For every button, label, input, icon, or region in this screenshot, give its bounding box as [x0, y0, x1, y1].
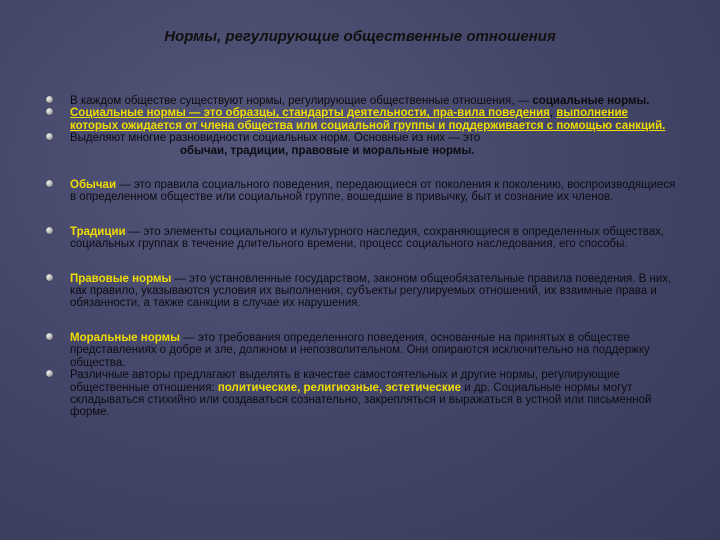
traditions-text: — это элементы социального и культурного наследия, сохраняющиеся в определенных обществах, социальных группах в течение длительного времени, процесс социального наследования, его способы. — [70, 225, 665, 251]
intro-text: В каждом обществе существуют нормы, регулирующие общественные отношения, — — [70, 95, 533, 107]
bullet-icon — [46, 370, 53, 377]
legal-text: — это установленные государством, законом общеобязательные правила поведения. В них, как правило, указываются условия их выполнения, субъекты регулируемых отношений, их взаимные права и обязанности, а также санкции в случае их нарушения. — [70, 272, 672, 310]
bullet-icon — [46, 180, 53, 187]
definition-underlined-2: выполнение которых ожидается от члена общества или социальной группы и поддерживается с помощью санкций. — [70, 107, 666, 132]
bullet-intro — [46, 95, 678, 107]
customs-text: — это правила социального поведения, передающиеся от поколения к поколению, воспроизводящиеся в определенном обществе или социальной группе, вошедшие в привычку, быт и сознание их членов. — [70, 179, 676, 204]
bullet-legal — [46, 273, 678, 310]
bullet-icon — [46, 96, 53, 103]
bullet-definition — [46, 107, 678, 132]
intro-bold: социальные нормы. — [532, 95, 650, 107]
traditions-term: Традиции — [70, 225, 126, 238]
other-text-1: Различные авторы предлагают выделять в качестве самостоятельных и другие нормы, регулирующие общественные отношения: — [70, 369, 620, 394]
slide-content — [46, 95, 678, 419]
other-highlight: политические, религиозные, эстетические — [217, 381, 462, 394]
bullet-icon — [46, 227, 53, 234]
definition-underlined: Социальные нормы — это образцы, стандарты деятельности, пра-вила поведения — [70, 107, 550, 120]
bullet-icon — [46, 274, 53, 281]
bullet-types — [46, 132, 678, 157]
other-text-2: и др. Социальные нормы могут складываться стихийно или создаваться сознательно, закрепляться и выражаться в устной или письменной форме. — [70, 381, 652, 419]
bullet-moral — [46, 332, 678, 369]
definition-sep: , — [549, 107, 557, 120]
bullet-icon — [46, 108, 53, 115]
legal-term: Правовые нормы — [70, 272, 172, 285]
slide-title: Нормы, регулирующие общественные отношения — [164, 28, 556, 45]
bullet-icon — [46, 133, 53, 140]
bullet-customs — [46, 179, 678, 204]
bullet-icon — [46, 333, 53, 340]
types-text: Выделяют многие разновидности социальных норм. Основные из них — это — [70, 132, 481, 145]
customs-term: Обычаи — [70, 179, 117, 192]
types-bold: обычаи, традиции, правовые и моральные нормы. — [180, 144, 475, 157]
moral-term: Моральные нормы — [70, 331, 180, 344]
moral-text: — это требования определенного поведения, основанные на принятых в обществе представлениях о добре и зле, должном и непозволительном. Они опираются исключительно на поддержку общества. — [70, 331, 650, 369]
bullet-other-norms — [46, 369, 678, 419]
bullet-traditions — [46, 226, 678, 251]
